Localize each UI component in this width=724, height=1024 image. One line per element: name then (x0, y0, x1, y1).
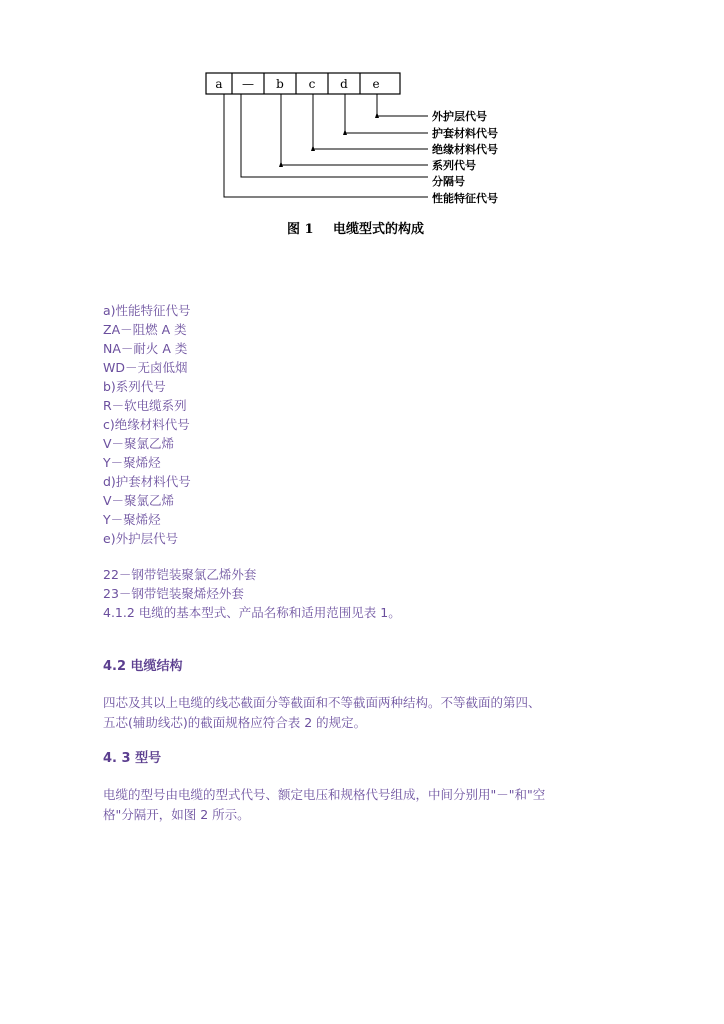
code-boxes (206, 73, 400, 94)
label-separator: 分隔号 (432, 175, 465, 188)
list-item: Y－聚烯烃 (103, 512, 161, 527)
leader-lines (224, 94, 428, 197)
figure-caption: 电缆型式的构成 (333, 222, 425, 237)
box-d: d (340, 77, 348, 91)
list-item: d)护套材料代号 (103, 474, 191, 489)
label-outer-sheath-code: 外护层代号 (432, 110, 487, 123)
list-item: c)绝缘材料代号 (103, 417, 190, 432)
label-series-code: 系列代号 (432, 159, 476, 172)
paragraph-line: 电缆的型号由电缆的型式代号、额定电压和规格代号组成，中间分别用"－"和"空 (103, 787, 546, 802)
list-item: R－软电缆系列 (103, 398, 187, 413)
list-item: V－聚氯乙烯 (103, 493, 175, 508)
label-insulation-material-code: 绝缘材料代号 (432, 143, 498, 156)
list-item: 22－钢带铠装聚氯乙烯外套 (103, 567, 257, 582)
label-performance-code: 性能特征代号 (432, 192, 498, 205)
list-item: WD－无卤低烟 (103, 360, 188, 375)
paragraph-line: 四芯及其以上电缆的线芯截面分等截面和不等截面两种结构。不等截面的第四、 (103, 695, 541, 710)
list-item: b)系列代号 (103, 379, 166, 394)
list-item: ZA－阻燃 A 类 (103, 322, 187, 337)
list-item: V－聚氯乙烯 (103, 436, 175, 451)
figure-number: 图 1 (287, 222, 314, 237)
clause-4-1-2: 4.1.2 电缆的基本型式、产品名称和适用范围见表 1。 (103, 605, 401, 620)
list-item: NA－耐火 A 类 (103, 341, 188, 356)
list-item: a)性能特征代号 (103, 303, 191, 318)
box-b: b (276, 77, 284, 91)
leader-arrows (279, 112, 379, 167)
paragraph-line: 五芯(辅助线芯)的截面规格应符合表 2 的规定。 (103, 715, 367, 730)
list-item: 23－钢带铠装聚烯烃外套 (103, 586, 244, 601)
box-e: e (372, 77, 380, 91)
list-item: e)外护层代号 (103, 531, 179, 546)
code-box-frame (206, 73, 400, 94)
box-separator: — (242, 77, 254, 91)
cable-type-diagram (0, 0, 724, 250)
paragraph-line: 格"分隔开，如图 2 所示。 (103, 807, 250, 822)
section-heading-4-3: 4. 3 型号 (103, 751, 162, 766)
section-heading-4-2: 4.2 电缆结构 (103, 659, 183, 674)
list-item: Y－聚烯烃 (103, 455, 161, 470)
box-c: c (308, 77, 316, 91)
box-a: a (215, 77, 223, 91)
label-jacket-material-code: 护套材料代号 (432, 127, 498, 140)
